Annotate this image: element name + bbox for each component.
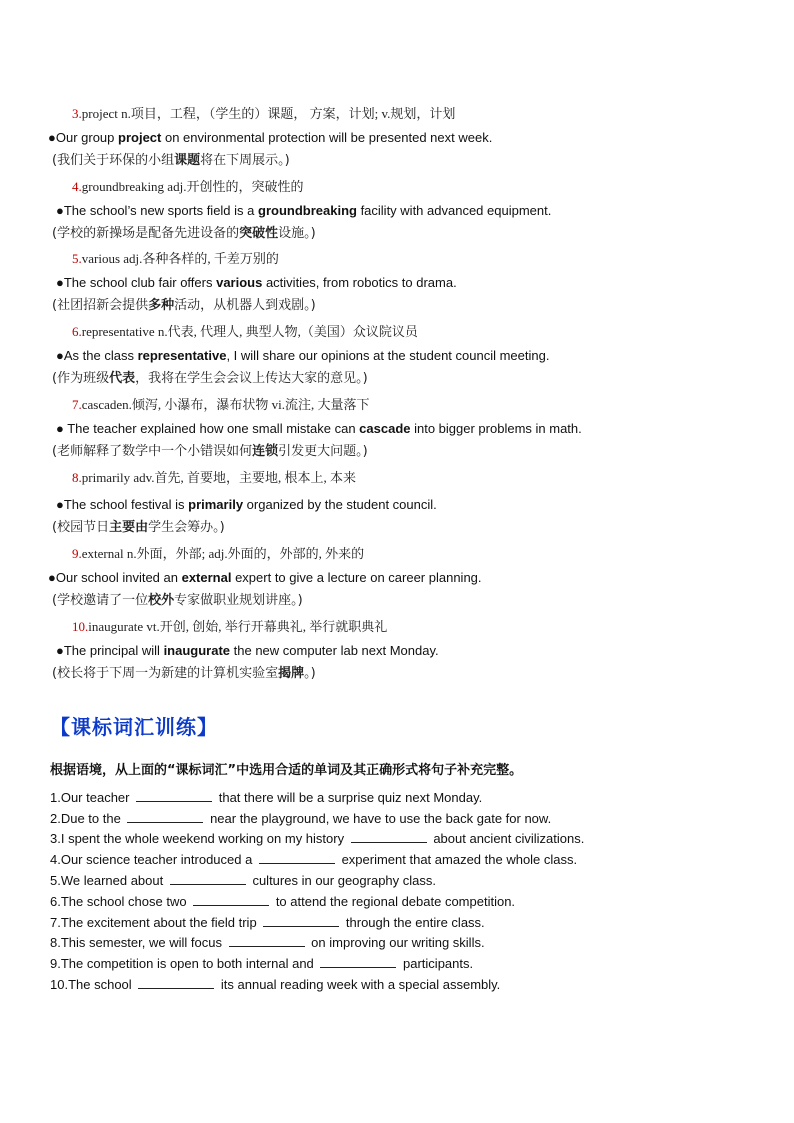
example-keyword: project: [118, 130, 162, 145]
exercise-question: [50, 893, 515, 909]
answer-blank[interactable]: [351, 830, 427, 843]
translation-text: 专家做职业规划讲座。): [174, 593, 303, 608]
example-text: The teacher explained how one small mistake can: [63, 421, 360, 436]
translation: [52, 149, 290, 168]
example-keyword: primarily: [188, 497, 244, 512]
translation: [52, 294, 316, 313]
bullet: ●: [56, 203, 64, 218]
question-text: cultures in our geography class.: [248, 873, 436, 888]
question-text: 8.This semester, we will focus: [50, 935, 226, 950]
translation-text: (校园节日: [52, 520, 110, 535]
example-text: , I will share our opinions at the student council meeting.: [226, 348, 550, 363]
question-text: 3.I spent the whole weekend working on my history: [50, 831, 348, 846]
translation-text: ，我将在学生会会议上传达大家的意见。): [135, 371, 368, 386]
translation: [52, 367, 368, 386]
entry-definition: cascaden.倾泻, 小瀑布，瀑布状物 vi.流注, 大量落下: [81, 397, 370, 412]
answer-blank[interactable]: [263, 914, 339, 927]
question-text: 4.Our science teacher introduced a: [50, 852, 256, 867]
answer-blank[interactable]: [127, 810, 203, 823]
example-text: Our school invited an: [55, 570, 182, 585]
entry-definition: primarily adv.首先, 首要地，主要地, 根本上, 本来: [81, 470, 357, 485]
bullet: ●: [56, 421, 64, 436]
section-title: 【课标词汇训练】: [50, 715, 218, 739]
example-keyword: various: [216, 275, 263, 290]
question-text: participants.: [399, 956, 474, 971]
vocab-entry-head: [72, 176, 303, 195]
translation-text: 将在下周展示。): [200, 153, 290, 168]
example-sentence: [56, 643, 439, 658]
translation-keyword: 突破性: [239, 226, 279, 241]
translation: [52, 222, 316, 241]
translation-text: (学校邀请了一位: [52, 593, 149, 608]
bullet: ●: [48, 570, 56, 585]
entry-number: 5.: [72, 251, 82, 266]
example-text: The school club fair offers: [63, 275, 217, 290]
vocab-entry-head: [72, 248, 279, 267]
exercise-question: [50, 955, 473, 971]
translation-text: 学生会筹办。): [148, 520, 225, 535]
vocab-entry-head: [72, 103, 455, 122]
translation-text: (作为班级: [52, 371, 110, 386]
entry-definition: groundbreaking adj.开创性的，突破性的: [81, 179, 304, 194]
example-sentence: [56, 275, 457, 290]
translation-keyword: 主要由: [109, 520, 149, 535]
translation-text: (老师解释了数学中一个小错误如何: [52, 444, 253, 459]
exercise-question: [50, 872, 436, 888]
exercise-question: [50, 976, 500, 992]
entry-number: 7.: [72, 397, 82, 412]
example-text: The principal will: [63, 643, 164, 658]
question-text: 5.We learned about: [50, 873, 167, 888]
example-text: activities, from robotics to drama.: [262, 275, 457, 290]
answer-blank[interactable]: [136, 789, 212, 802]
exercise-question: [50, 810, 551, 826]
example-sentence: [56, 348, 549, 363]
example-text: into bigger problems in math.: [410, 421, 582, 436]
translation-text: (我们关于环保的小组: [52, 153, 175, 168]
example-keyword: groundbreaking: [258, 203, 357, 218]
vocab-entry-head: [72, 616, 387, 635]
vocab-entry-head: [72, 467, 356, 486]
entry-number: 9.: [72, 546, 82, 561]
question-text: experiment that amazed the whole class.: [337, 852, 578, 867]
example-text: Our group: [55, 130, 119, 145]
bullet: ●: [56, 497, 64, 512]
question-text: near the playground, we have to use the back gate for now.: [206, 811, 552, 826]
translation-text: (社团招新会提供: [52, 298, 149, 313]
example-text: The school’s new sports field is a: [63, 203, 258, 218]
example-sentence: [48, 570, 482, 585]
translation: [52, 589, 303, 608]
translation-text: 活动，从机器人到戏剧。): [174, 298, 316, 313]
exercise-question: [50, 934, 485, 950]
translation-text: 。): [304, 666, 316, 681]
translation-keyword: 多种: [148, 298, 175, 313]
example-sentence: [56, 203, 551, 218]
example-text: expert to give a lecture on career planning.: [231, 570, 482, 585]
answer-blank[interactable]: [259, 851, 335, 864]
example-text: The school festival is: [63, 497, 189, 512]
entry-number: 3.: [72, 106, 82, 121]
bullet: ●: [56, 643, 64, 658]
question-text: 2.Due to the: [50, 811, 125, 826]
question-text: 1.Our teacher: [50, 790, 134, 805]
example-text: on environmental protection will be presented next week.: [161, 130, 493, 145]
bullet: ●: [56, 275, 64, 290]
question-text: about ancient civilizations.: [429, 831, 585, 846]
entry-definition: project n.项目，工程，（学生的）课题， 方案，计划; v.规划，计划: [81, 106, 456, 121]
example-text: organized by the student council.: [243, 497, 437, 512]
answer-blank[interactable]: [229, 934, 305, 947]
example-keyword: cascade: [359, 421, 411, 436]
entry-number: 4.: [72, 179, 82, 194]
translation: [52, 516, 225, 535]
entry-number: 10.: [72, 619, 89, 634]
question-text: 10.The school: [50, 977, 136, 992]
answer-blank[interactable]: [193, 893, 269, 906]
question-text: 7.The excitement about the field trip: [50, 915, 261, 930]
answer-blank[interactable]: [170, 872, 246, 885]
vocab-entry-head: [72, 321, 418, 340]
question-text: that there will be a surprise quiz next Monday.: [215, 790, 483, 805]
bullet: ●: [48, 130, 56, 145]
vocab-entry-head: [72, 394, 370, 413]
entry-definition: various adj.各种各样的, 千差万别的: [81, 251, 279, 266]
translation: [52, 440, 368, 459]
exercise-question: [50, 789, 482, 805]
question-text: to attend the regional debate competition.: [272, 894, 516, 909]
translation-keyword: 揭牌: [278, 666, 305, 681]
entry-definition: inaugurate vt.开创, 创始, 举行开幕典礼, 举行就职典礼: [88, 619, 388, 634]
example-keyword: inaugurate: [163, 643, 231, 658]
bullet: ●: [56, 348, 64, 363]
example-keyword: external: [181, 570, 232, 585]
translation-keyword: 校外: [148, 593, 175, 608]
exercise-question: [50, 830, 584, 846]
exercise-instruction: 根据语境，从上面的“课标词汇”中选用合适的单词及其正确形式将句子补充完整。: [50, 763, 523, 778]
example-sentence: [56, 497, 437, 512]
entry-number: 6.: [72, 324, 82, 339]
example-text: facility with advanced equipment.: [356, 203, 552, 218]
translation-keyword: 代表: [109, 371, 136, 386]
entry-definition: representative n.代表, 代理人, 典型人物,（美国）众议院议员: [81, 324, 418, 339]
question-text: its annual reading week with a special assembly.: [217, 977, 501, 992]
question-text: on improving our writing skills.: [307, 935, 485, 950]
exercise-question: [50, 914, 485, 930]
question-text: 9.The competition is open to both internal and: [50, 956, 318, 971]
translation-keyword: 连锁: [252, 444, 279, 459]
example-sentence: [56, 421, 582, 436]
entry-definition: external n.外面，外部; adj.外面的，外部的, 外来的: [81, 546, 365, 561]
example-keyword: representative: [137, 348, 227, 363]
vocab-entry-head: [72, 543, 364, 562]
translation: [52, 662, 316, 681]
exercise-question: [50, 851, 577, 867]
translation-text: 引发更大问题。): [278, 444, 368, 459]
entry-number: 8.: [72, 470, 82, 485]
translation-keyword: 课题: [174, 153, 201, 168]
translation-text: (学校的新操场是配备先进设备的: [52, 226, 240, 241]
question-text: 6.The school chose two: [50, 894, 191, 909]
example-text: As the class: [63, 348, 138, 363]
example-sentence: [48, 130, 492, 145]
answer-blank[interactable]: [138, 976, 214, 989]
answer-blank[interactable]: [320, 955, 396, 968]
translation-text: (校长将于下周一为新建的计算机实验室: [52, 666, 279, 681]
example-text: the new computer lab next Monday.: [230, 643, 439, 658]
question-text: through the entire class.: [342, 915, 485, 930]
translation-text: 设施。): [278, 226, 316, 241]
